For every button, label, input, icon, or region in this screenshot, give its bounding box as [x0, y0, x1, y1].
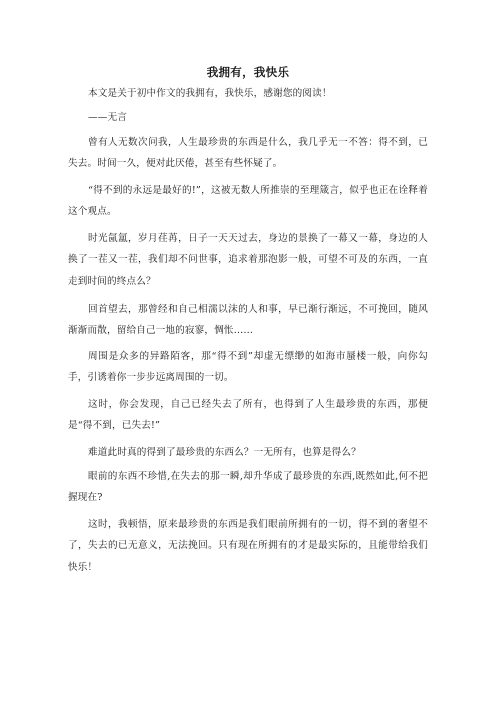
paragraph-1: 曾有人无数次问我，人生最珍贵的东西是什么，我几乎无一不答：得不到，已失去。时间一久，便对此厌倦，甚至有些怀疑了。 — [68, 136, 428, 170]
paragraph-intro: 本文是关于初中作文的我拥有，我快乐，感谢您的阅读！ — [88, 87, 332, 99]
paragraph-8: 眼前的东西不珍惜,在失去的那一瞬,却升华成了最珍贵的东西,既然如此,何不把握现在? — [68, 470, 428, 504]
paragraph-7: 难道此时真的得到了最珍贵的东西么？一无所有，也算是得么？ — [88, 446, 361, 458]
paragraph-author: ——无言 — [88, 111, 127, 123]
paragraph-6: 这时，你会发现，自己已经失去了所有，也得到了人生最珍贵的东西，那便是“得不到，已失去!” — [68, 398, 428, 432]
document-title: 我拥有，我快乐 — [206, 65, 290, 79]
paragraph-9: 这时，我顿悟，原来最珍贵的东西是我们眼前所拥有的一切，得不到的奢望不了，失去的已无意义，无法挽回。只有现在所拥有的才是最实际的，且能带给我们快乐！ — [68, 518, 428, 573]
paragraph-5: 周围是众多的异路陌客，那“得不到”却虚无缥缈的如海市蜃楼一般，向你勾手，引诱着你一步步远离周围的一切。 — [68, 350, 428, 384]
paragraph-4: 回首望去，那曾经和自己相濡以沫的人和事，早已渐行渐远，不可挽回，随风渐渐而散，留给自己一地的寂寥，惆怅…… — [68, 303, 428, 337]
paragraph-3: 时光氤氲，岁月荏苒，日子一天天过去，身边的景换了一幕又一幕，身边的人换了一茬又一茬，我们却不问世事，追求着那泡影一般，可望不可及的东西，一直走到时间的终点么？ — [68, 232, 428, 287]
paragraph-2: “得不到的永远是最好的!”，这被无数人所推崇的至理箴言，似乎也正在诠释着这个观点。 — [68, 184, 428, 218]
